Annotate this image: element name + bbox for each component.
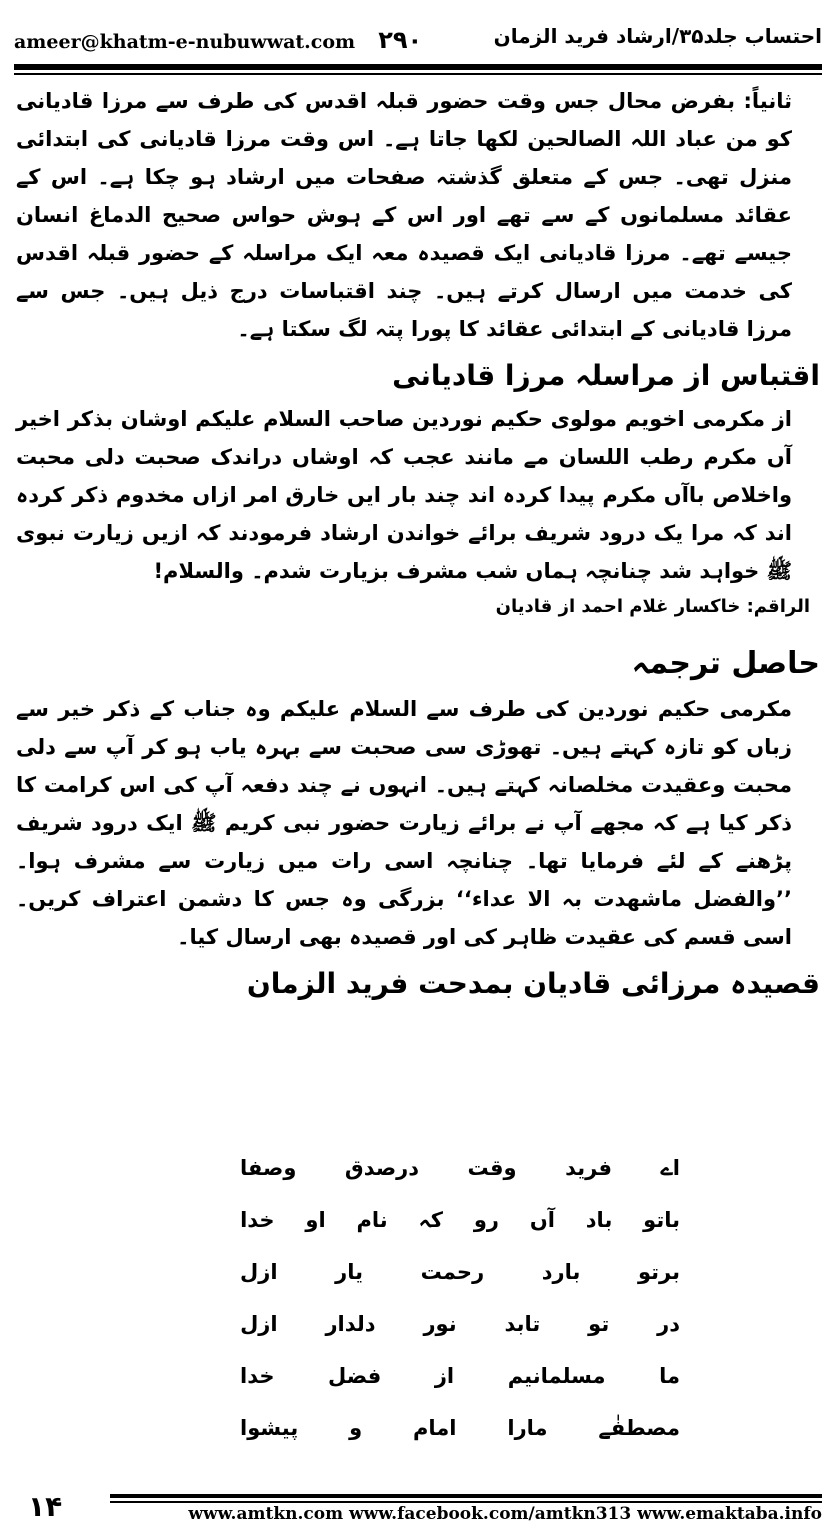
poem-word: مصطفٰے xyxy=(598,1416,680,1440)
poem-word: برتو xyxy=(638,1260,680,1284)
poem-word: او xyxy=(305,1208,326,1232)
page-footer xyxy=(14,1488,822,1532)
poem-word: بارد xyxy=(541,1260,581,1284)
poem-word: آں xyxy=(529,1208,555,1232)
footer-page-box xyxy=(14,1488,104,1532)
poem-word: رو xyxy=(473,1208,499,1232)
paragraph-persian-letter: از مکرمی اخویم مولوی حکیم نوردین صاحب السلام علیکم اوشان بذکر اخیر آں مکرم رطب اللسان مے مانند عجب کہ اوشاں دراندک صحبت دلی محبت واخلاص باآں مکرم پیدا کردہ اند چند بار ایں خارق امر ازاں مخدوم ذکر کردہ اند کہ مرا یک درود شریف برائے خواندن ارشاد فرمودند کہ ازیں زیارت نبوی ﷺ خواہد شد چنانچہ ہماں شب مشرف بزیارت شدم۔ والسلام! xyxy=(16,407,792,583)
poem-verse xyxy=(240,1298,680,1350)
poem-verse xyxy=(240,1350,680,1402)
poem-word: و xyxy=(349,1416,363,1440)
poem-word: باد xyxy=(585,1208,613,1232)
poem-word: ما xyxy=(659,1364,680,1388)
poem-verse xyxy=(240,1142,680,1194)
poem-word: در xyxy=(657,1312,680,1336)
poem-word: نام xyxy=(356,1208,388,1232)
letter-signature: الراقم: خاکسار غلام احمد از قادیان xyxy=(495,596,810,617)
header-book-title: احتساب جلد۳۵/ارشاد فرید الزمان xyxy=(493,24,822,48)
poem-word: رحمت xyxy=(420,1260,485,1284)
heading-poem: قصیدہ مرزائی قادیان بمدحت فرید الزمان xyxy=(246,967,820,1000)
poem-word: مسلمانیم xyxy=(507,1364,606,1388)
footer-rule-thin xyxy=(110,1501,822,1503)
page-header xyxy=(14,18,822,62)
poem-word: وصفا xyxy=(240,1156,297,1180)
header-rule-thin xyxy=(14,73,822,75)
poem-word: از xyxy=(434,1364,455,1388)
poem-block xyxy=(240,1142,680,1454)
poem-word: ازل xyxy=(240,1312,278,1336)
footer-page-number: ۱۴ xyxy=(28,1490,63,1523)
poem-verse xyxy=(240,1194,680,1246)
poem-word: خدا xyxy=(240,1208,275,1232)
header-left xyxy=(14,26,422,54)
paragraph-translation: مکرمی حکیم نوردین کی طرف سے السلام علیکم وہ جناب کے ذکر خیر سے زباں کو تازہ کہتے ہیں۔ تھوڑی سی صحبت سے بہرہ یاب ہو کر آپ سے دلی محبت وعقیدت مخلصانہ کہتے ہیں۔ انہوں نے چند دفعہ آپ کی اس کرامت کا ذکر کیا ہے کہ مجھے آپ نے برائے زیارت حضور نبی کریم ﷺ ایک درود شریف پڑھنے کے لئے فرمایا تھا۔ چنانچہ اسی رات میں زیارت سے مشرف ہوا۔ ’’والفضل ماشھدت بہ الا عداء‘‘ بزرگی وہ جس کا دشمن اعتراف کریں۔ اسی قسم کی عقیدت ظاہر کی اور قصیدہ بھی ارسال کیا۔ xyxy=(16,697,792,949)
poem-word: امام xyxy=(413,1416,457,1440)
poem-word: نور xyxy=(423,1312,457,1336)
poem-word: فرید xyxy=(565,1156,612,1180)
poem-word: پیشوا xyxy=(240,1416,299,1440)
poem-word: دلدار xyxy=(325,1312,376,1336)
footer-website-links: www.amtkn.com www.facebook.com/amtkn313 www.emaktaba.info xyxy=(188,1504,822,1524)
poem-word: تابد xyxy=(504,1312,541,1336)
poem-word: یار xyxy=(335,1260,364,1284)
poem-word: فضل xyxy=(328,1364,382,1388)
poem-word: درصدق xyxy=(344,1156,419,1180)
heading-translation: حاصل ترجمہ xyxy=(631,646,820,681)
poem-word: باتو xyxy=(643,1208,680,1232)
poem-word: مارا xyxy=(507,1416,548,1440)
paragraph-intro: ثانیاً: بفرض محال جس وقت حضور قبلہ اقدس کی طرف سے مرزا قادیانی کو من عباد اللہ الصالحین لکھا جاتا ہے۔ اس وقت مرزا قادیانی کی ابتدائی منزل تھی۔ جس کے متعلق گذشتہ صفحات میں ارشاد ہو چکا ہے۔ اس کے عقائد مسلمانوں کے سے تھے اور اس کے ہوش حواس صحیح الدماغ انسان جیسے تھے۔ مرزا قادیانی ایک قصیدہ معہ ایک مراسلہ کے حضور قبلہ اقدس کی خدمت میں ارسال کرتے ہیں۔ چند اقتباسات درج ذیل ہیں۔ جس سے مرزا قادیانی کے ابتدائی عقائد کا پورا پتہ لگ سکتا ہے۔ xyxy=(16,89,792,341)
poem-word: اے xyxy=(660,1156,680,1180)
header-email: ameer@khatm-e-nubuwwat.com xyxy=(14,31,356,53)
poem-verse xyxy=(240,1402,680,1454)
poem-verse xyxy=(240,1246,680,1298)
poem-word: تو xyxy=(588,1312,610,1336)
poem-word: ازل xyxy=(240,1260,278,1284)
poem-word: وقت xyxy=(467,1156,517,1180)
heading-excerpt: اقتباس از مراسلہ مرزا قادیانی xyxy=(392,359,820,392)
header-rule-thick xyxy=(14,64,822,70)
header-page-number: ۲۹۰ xyxy=(378,26,423,54)
poem-word: خدا xyxy=(240,1364,275,1388)
main-text xyxy=(16,82,820,1008)
poem-word: کہ xyxy=(418,1208,444,1232)
footer-rule-thick xyxy=(110,1494,822,1498)
